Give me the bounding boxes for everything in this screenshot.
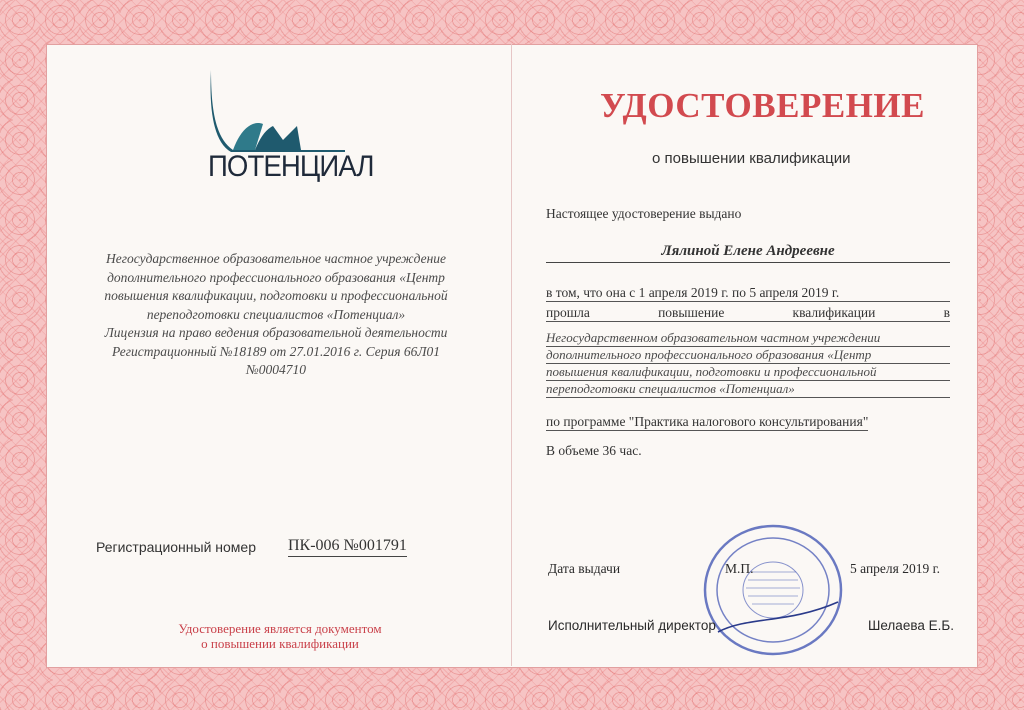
- period-line: в том, что она с 1 апреля 2019 г. по 5 апреля 2019 г.: [546, 285, 950, 302]
- institution-line: переподготовки специалистов «Потенциал»: [546, 381, 950, 398]
- passed-word: прошла: [546, 305, 590, 320]
- page-fold: [511, 44, 512, 666]
- registration-number-value: ПК-006 №001791: [288, 537, 407, 557]
- issued-label: Настоящее удостоверение выдано: [546, 206, 742, 221]
- stamp-place-label: М.П.: [725, 561, 754, 576]
- recipient-name: Лялиной Елене Андреевне: [546, 243, 950, 263]
- org-line: дополнительного профессионального образования «Центр: [107, 269, 445, 285]
- org-line: Негосударственное образовательное частное учреждение: [105, 251, 447, 266]
- passed-line: [546, 305, 950, 322]
- note-line: Удостоверение является документом: [178, 621, 382, 636]
- logo-text: ПОТЕНЦИАЛ: [208, 150, 374, 183]
- passed-word: квалификации: [792, 305, 876, 320]
- institution-line: Негосударственном образовательном частном учреждении: [546, 330, 950, 347]
- issue-date-value: 5 апреля 2019 г.: [850, 561, 940, 576]
- certificate-subtitle: о повышении квалификации: [652, 150, 851, 167]
- certificate-note: [150, 621, 410, 651]
- passed-word: в: [943, 305, 950, 320]
- passed-word: повышение: [658, 305, 725, 320]
- org-line: Регистрационный №18189 от 27.01.2016 г. Серия 66Л01: [112, 343, 440, 359]
- org-line: №0004710: [246, 362, 306, 377]
- director-label: Исполнительный директор: [548, 618, 716, 633]
- org-line: переподготовки специалистов «Потенциал»: [146, 306, 406, 322]
- note-line: о повышении квалификации: [201, 636, 359, 651]
- organization-info: [86, 250, 466, 380]
- issue-date-label: Дата выдачи: [548, 561, 621, 576]
- registration-number-label: Регистрационный номер: [96, 539, 256, 555]
- org-line: повышения квалификации, подготовки и профессиональной: [104, 288, 448, 303]
- institution-line: повышения квалификации, подготовки и профессиональной: [546, 364, 950, 381]
- certificate-title: УДОСТОВЕРЕНИЕ: [600, 86, 925, 125]
- program-name: по программе "Практика налогового консультирования": [546, 414, 869, 429]
- org-line: Лицензия на право ведения образовательной деятельности: [104, 325, 448, 340]
- institution-line: дополнительного профессионального образования «Центр: [546, 347, 950, 364]
- official-stamp-icon: [698, 520, 848, 660]
- hours-volume: В объеме 36 час.: [546, 443, 642, 458]
- institution-name: [546, 330, 950, 398]
- director-name: Шелаева Е.Б.: [868, 618, 954, 633]
